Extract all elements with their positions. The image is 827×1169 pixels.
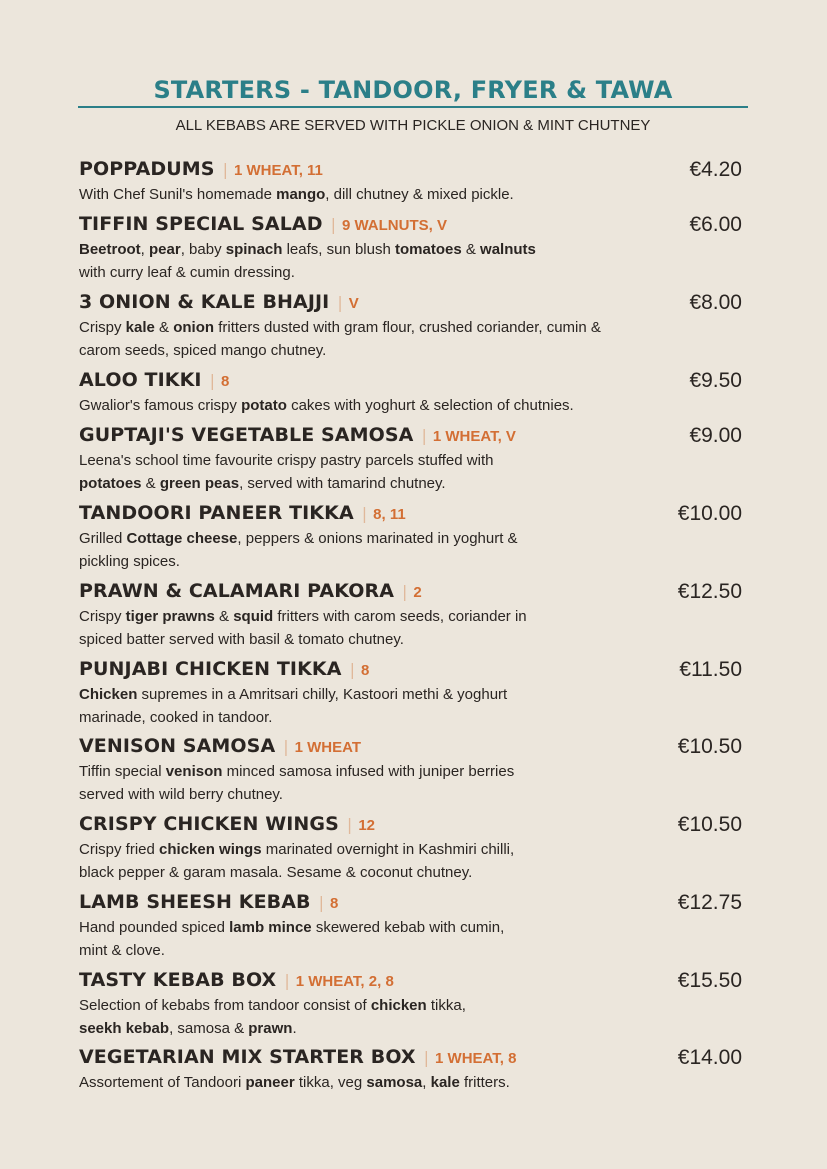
menu-item-name: ALOO TIKKI bbox=[79, 369, 202, 391]
menu-item-header bbox=[79, 158, 744, 184]
separator-bar: | bbox=[349, 660, 355, 679]
highlighted-ingredient: samosa bbox=[366, 1074, 423, 1091]
separator-bar: | bbox=[330, 215, 336, 234]
menu-item-allergens: 1 WHEAT, 11 bbox=[233, 162, 323, 179]
highlighted-ingredient: potatoes bbox=[79, 474, 142, 492]
description-text: fritters dusted with gram flour, crushed coriander, cumin & bbox=[214, 319, 601, 336]
menu-item-price: €6.00 bbox=[689, 213, 742, 236]
menu-item-name: POPPADUMS bbox=[79, 158, 215, 180]
menu-item bbox=[79, 735, 744, 806]
description-text: spiced batter served with basil & tomato chutney. bbox=[79, 630, 404, 648]
page-subtitle: ALL KEBABS ARE SERVED WITH PICKLE ONION & MINT CHUTNEY bbox=[175, 117, 651, 134]
highlighted-ingredient: walnuts bbox=[480, 241, 536, 258]
menu-item-description bbox=[79, 184, 699, 207]
menu-item-description bbox=[79, 528, 699, 573]
menu-item-description bbox=[79, 606, 699, 651]
menu-item bbox=[79, 891, 744, 962]
description-text: marinade, cooked in tandoor. bbox=[79, 708, 273, 726]
menu-item bbox=[79, 369, 744, 418]
menu-item-header bbox=[79, 580, 744, 606]
highlighted-ingredient: venison bbox=[165, 763, 223, 780]
description-text: skewered kebab with cumin, bbox=[311, 919, 505, 936]
description-text: with curry leaf & cumin dressing. bbox=[79, 263, 295, 281]
menu-item-price: €8.00 bbox=[689, 291, 742, 314]
description-text: & bbox=[461, 241, 481, 258]
separator-bar: | bbox=[284, 971, 290, 990]
menu-item-allergens: 2 bbox=[413, 584, 422, 601]
description-text: , samosa & bbox=[169, 1019, 249, 1037]
menu-item-allergens: 9 WALNUTS, V bbox=[341, 217, 447, 234]
highlighted-ingredient: chicken bbox=[370, 997, 427, 1014]
menu-item-price: €9.50 bbox=[689, 369, 742, 392]
description-text: Gwalior's famous crispy bbox=[79, 397, 242, 414]
description-text: , bbox=[140, 241, 150, 258]
menu-item-name: GUPTAJI'S VEGETABLE SAMOSA bbox=[79, 424, 414, 446]
menu-item-header bbox=[79, 658, 744, 684]
menu-item-description bbox=[79, 839, 699, 884]
description-text: Grilled bbox=[79, 530, 127, 547]
menu-item-header bbox=[79, 369, 744, 395]
description-text: pickling spices. bbox=[79, 552, 180, 570]
menu-item-header bbox=[79, 291, 744, 317]
menu-item-allergens: 1 WHEAT bbox=[294, 739, 362, 756]
highlighted-ingredient: potato bbox=[241, 397, 287, 414]
menu-item bbox=[79, 213, 744, 284]
description-text: Leena's school time favourite crispy pastry parcels stuffed with bbox=[79, 452, 494, 469]
menu-item-header bbox=[79, 502, 744, 528]
description-text: served with wild berry chutney. bbox=[79, 785, 283, 803]
menu-item-price: €10.50 bbox=[677, 735, 742, 758]
highlighted-ingredient: seekh kebab bbox=[79, 1019, 170, 1037]
description-text: Hand pounded spiced bbox=[79, 919, 230, 936]
highlighted-ingredient: tiger prawns bbox=[125, 608, 215, 625]
menu-item-name: PUNJABI CHICKEN TIKKA bbox=[79, 658, 342, 680]
menu-item-allergens: 12 bbox=[358, 817, 375, 834]
highlighted-ingredient: spinach bbox=[225, 241, 283, 258]
menu-item bbox=[79, 291, 744, 362]
menu-item-description bbox=[79, 995, 699, 1040]
menu-item-name: TIFFIN SPECIAL SALAD bbox=[79, 213, 323, 235]
menu-item-price: €10.00 bbox=[677, 502, 742, 525]
highlighted-ingredient: paneer bbox=[245, 1074, 295, 1091]
description-text: minced samosa infused with juniper berries bbox=[222, 763, 515, 780]
menu-item-price: €4.20 bbox=[689, 158, 742, 181]
description-text: tikka, veg bbox=[294, 1074, 367, 1091]
menu-item-price: €12.50 bbox=[677, 580, 742, 603]
menu-item-header bbox=[79, 969, 744, 995]
separator-bar: | bbox=[423, 1048, 430, 1067]
menu-item-name: PRAWN & CALAMARI PAKORA bbox=[79, 580, 394, 602]
menu-item-price: €12.75 bbox=[677, 891, 742, 914]
highlighted-ingredient: Cottage cheese bbox=[126, 530, 238, 547]
menu-item-header bbox=[79, 891, 744, 917]
separator-bar: | bbox=[402, 582, 408, 601]
highlighted-ingredient: tomatoes bbox=[395, 241, 462, 258]
menu-item-allergens: 1 WHEAT, 8 bbox=[435, 1050, 517, 1067]
description-text: Selection of kebabs from tandoor consist of bbox=[79, 997, 371, 1014]
highlighted-ingredient: kale bbox=[430, 1074, 460, 1091]
menu-item-name: CRISPY CHICKEN WINGS bbox=[79, 813, 339, 835]
description-text: , served with tamarind chutney. bbox=[239, 474, 446, 492]
highlighted-ingredient: prawn bbox=[248, 1019, 293, 1037]
menu-item-allergens: 1 WHEAT, V bbox=[432, 428, 516, 445]
separator-bar: | bbox=[283, 737, 289, 756]
menu-item-name: 3 ONION & KALE BHAJJI bbox=[79, 291, 330, 313]
highlighted-ingredient: onion bbox=[173, 319, 215, 336]
menu-item-description bbox=[79, 1072, 699, 1095]
description-text: supremes in a Amritsari chilly, Kastoori methi & yoghurt bbox=[137, 686, 508, 703]
description-text: mint & clove. bbox=[79, 941, 165, 959]
menu-item-allergens: 8, 11 bbox=[373, 506, 406, 523]
description-text: fritters. bbox=[459, 1074, 510, 1091]
highlighted-ingredient: squid bbox=[233, 608, 274, 625]
description-text: , dill chutney & mixed pickle. bbox=[325, 186, 514, 203]
description-text: . bbox=[292, 1019, 297, 1037]
menu-item-price: €15.50 bbox=[677, 969, 742, 992]
menu-item-allergens: 8 bbox=[360, 662, 370, 679]
menu-item-price: €9.00 bbox=[689, 424, 742, 447]
menu-item-allergens: 1 WHEAT, 2, 8 bbox=[295, 973, 394, 990]
menu-item bbox=[79, 658, 744, 729]
highlighted-ingredient: mango bbox=[276, 186, 326, 203]
description-text: , peppers & onions marinated in yoghurt & bbox=[237, 530, 518, 547]
menu-item-allergens: 8 bbox=[330, 895, 339, 912]
menu-item-header bbox=[79, 735, 744, 761]
menu-item bbox=[79, 424, 744, 495]
page-title: STARTERS - TANDOOR, FRYER & TAWA bbox=[153, 76, 673, 104]
menu-item bbox=[79, 502, 744, 573]
menu-item-name: TANDOORI PANEER TIKKA bbox=[79, 502, 354, 524]
description-text: carom seeds, spiced mango chutney. bbox=[79, 341, 327, 359]
description-text: , baby bbox=[180, 241, 226, 258]
separator-bar: | bbox=[421, 426, 427, 445]
menu-item-header bbox=[79, 1046, 744, 1072]
description-text: Tiffin special bbox=[79, 763, 166, 780]
separator-bar: | bbox=[346, 815, 353, 834]
separator-bar: | bbox=[209, 371, 215, 390]
menu-item-name: LAMB SHEESH KEBAB bbox=[79, 891, 311, 913]
description-text: Crispy bbox=[79, 319, 126, 336]
highlighted-ingredient: chicken wings bbox=[159, 841, 262, 858]
menu-item-name: TASTY KEBAB BOX bbox=[79, 969, 277, 991]
separator-bar: | bbox=[318, 893, 325, 912]
highlighted-ingredient: Beetroot bbox=[79, 241, 141, 258]
description-text: & bbox=[141, 474, 160, 492]
description-text: fritters with carom seeds, coriander in bbox=[273, 608, 527, 625]
description-text: black pepper & garam masala. Sesame & coconut chutney. bbox=[79, 863, 473, 881]
menu-item-description bbox=[79, 239, 699, 284]
menu-item-description bbox=[79, 450, 699, 495]
description-text: leafs, sun blush bbox=[282, 241, 395, 258]
description-text: cakes with yoghurt & selection of chutnies. bbox=[286, 397, 574, 414]
description-text: marinated overnight in Kashmiri chilli, bbox=[261, 841, 515, 858]
highlighted-ingredient: pear bbox=[149, 241, 181, 258]
highlighted-ingredient: lamb mince bbox=[229, 919, 312, 936]
menu-item-header bbox=[79, 213, 744, 239]
menu-item bbox=[79, 158, 744, 207]
menu-item bbox=[79, 969, 744, 1040]
description-text: Crispy bbox=[79, 608, 126, 625]
menu-item-allergens: 8 bbox=[221, 373, 230, 390]
menu-item-header bbox=[79, 813, 744, 839]
menu-item-price: €14.00 bbox=[677, 1046, 742, 1069]
menu-item bbox=[79, 813, 744, 884]
menu-item-allergens: V bbox=[348, 295, 359, 312]
highlighted-ingredient: Chicken bbox=[79, 686, 138, 703]
separator-bar: | bbox=[222, 160, 228, 179]
menu-item-name: VEGETARIAN MIX STARTER BOX bbox=[79, 1046, 416, 1068]
description-text: tikka, bbox=[426, 997, 466, 1014]
highlighted-ingredient: kale bbox=[125, 319, 155, 336]
menu-item bbox=[79, 1046, 744, 1095]
menu-item bbox=[79, 580, 744, 651]
separator-bar: | bbox=[361, 504, 368, 523]
description-text: With Chef Sunil's homemade bbox=[79, 186, 277, 203]
description-text: Crispy fried bbox=[79, 841, 160, 858]
menu-item-description bbox=[79, 684, 699, 729]
menu-item-name: VENISON SAMOSA bbox=[79, 735, 276, 757]
menu-item-description bbox=[79, 395, 699, 418]
menu-item-header bbox=[79, 424, 744, 450]
description-text: , bbox=[422, 1074, 431, 1091]
description-text: Assortement of Tandoori bbox=[79, 1074, 246, 1091]
separator-bar: | bbox=[337, 293, 343, 312]
menu-item-description bbox=[79, 761, 699, 806]
highlighted-ingredient: green peas bbox=[159, 474, 240, 492]
description-text: & bbox=[214, 608, 234, 625]
menu-item-price: €10.50 bbox=[677, 813, 742, 836]
menu-item-price: €11.50 bbox=[679, 658, 742, 681]
menu-item-description bbox=[79, 317, 699, 362]
menu-item-description bbox=[79, 917, 699, 962]
title-divider bbox=[78, 106, 748, 108]
description-text: & bbox=[154, 319, 174, 336]
